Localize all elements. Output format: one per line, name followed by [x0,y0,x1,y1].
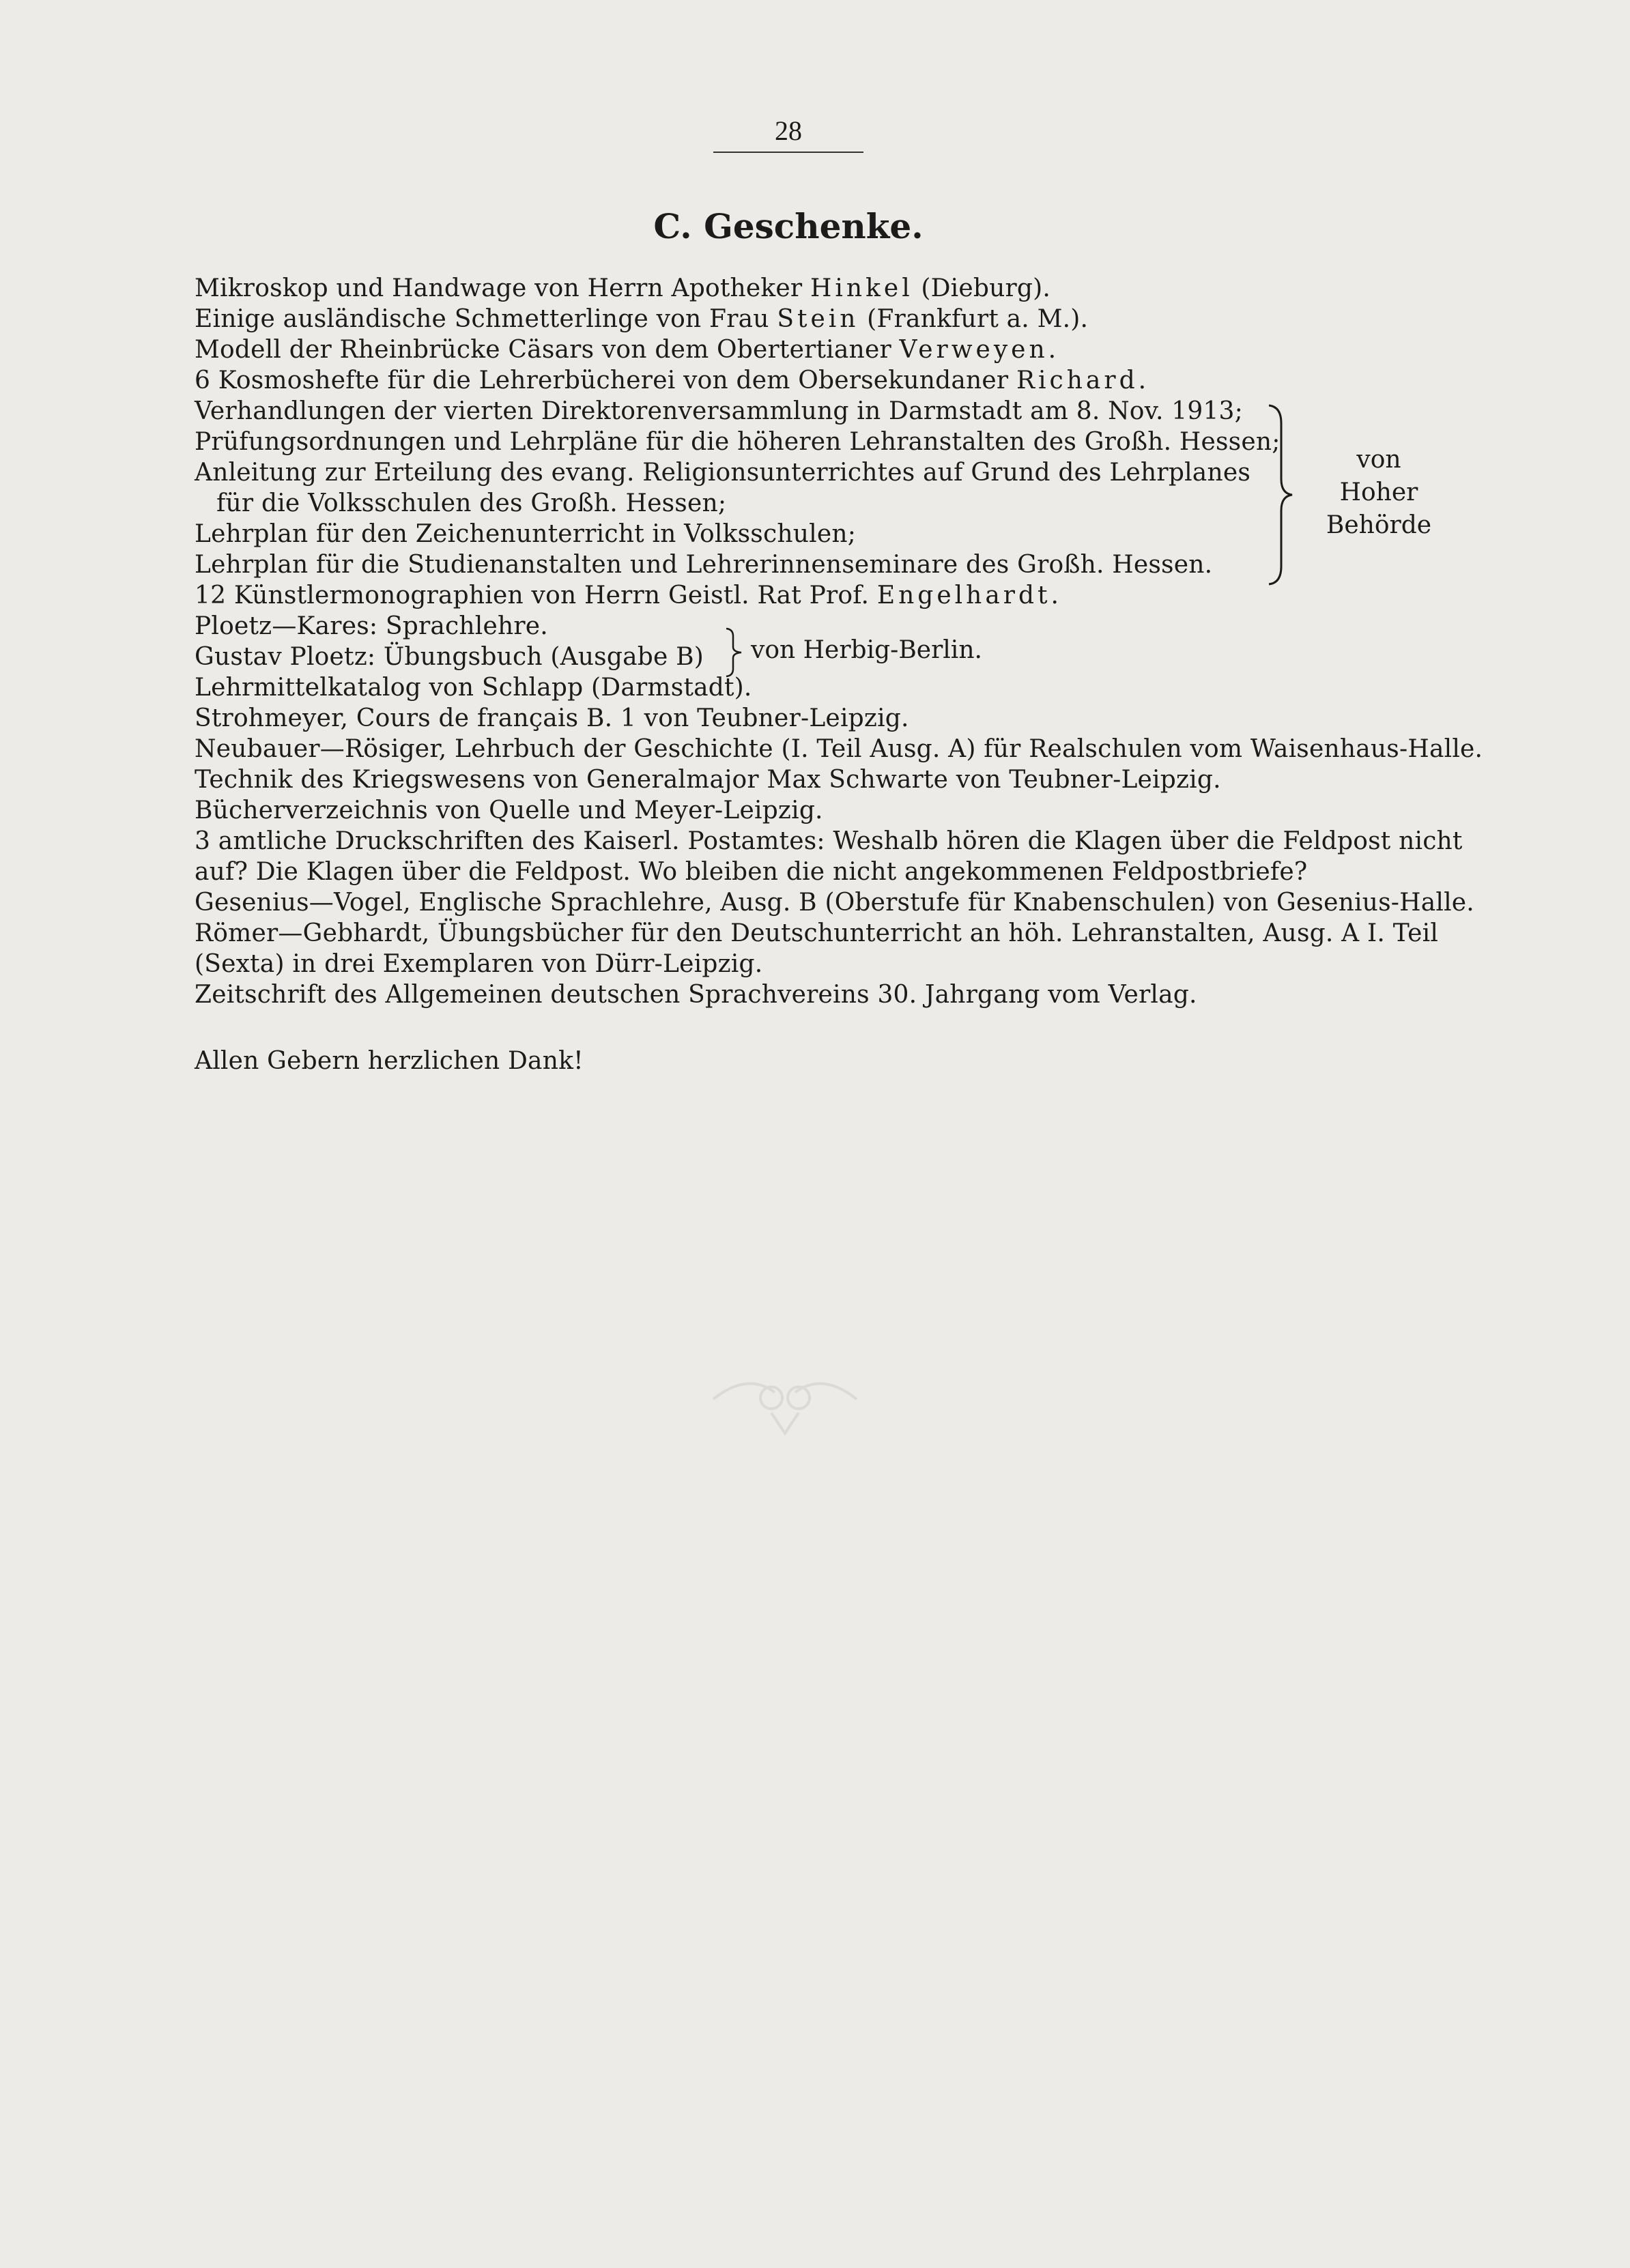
line-text: 12 Künstlermonographien von Herrn Geistl. Rat Prof. [195,582,877,609]
line-text: (Frankfurt a. M.). [859,305,1089,333]
page-number: 28 [775,115,802,146]
line-text: . [1050,582,1059,609]
authority-word: Behörde [1326,511,1432,539]
list-item: Bücherverzeichnis von Quelle und Meyer-Leipzig. [195,796,823,824]
list-item: Zeitschrift des Allgemeinen deutschen Sprachvereins 30. Jahrgang vom Verlag. [195,981,1197,1009]
list-item: Ploetz—Kares: Sprachlehre. [195,612,548,640]
list-item: Lehrmittelkatalog von Schlapp (Darmstadt). [195,674,752,702]
list-item [195,365,1491,396]
list-item [195,580,1491,611]
list-item: Römer—Gebhardt, Übungsbücher für den Deutschunterricht an höh. Lehranstalten, Ausg. A I. Teil [195,919,1439,947]
line-text: Modell der Rheinbrücke Cäsars von dem Obertertianer [195,336,900,364]
list-item: Lehrplan für den Zeichenunterricht in Volksschulen; [195,520,857,548]
donor-name: Richard [1016,367,1139,394]
donor-name: Stein [777,305,859,333]
page-number-rule [713,152,863,153]
list-item [195,304,1491,334]
line-text: 6 Kosmoshefte für die Lehrerbücherei von dem Obersekundaner [195,367,1016,394]
list-item: Neubauer—Rösiger, Lehrbuch der Geschichte (I. Teil Ausg. A) für Realschulen vom Waisenhaus-Halle. [195,735,1483,763]
authority-word: von [1356,446,1401,474]
donor-name: Verweyen [899,336,1048,364]
curly-brace-icon [724,627,744,678]
ornament-icon [706,1365,863,1440]
section-title: C. Geschenke. [653,206,924,246]
list-item: Verhandlungen der vierten Direktorenversammlung in Darmstadt am 8. Nov. 1913; [195,397,1243,425]
list-item: 3 amtliche Druckschriften des Kaiserl. Postamtes: Weshalb hören die Klagen über die Feldpost nicht [195,827,1463,855]
line-text: . [1138,367,1147,394]
list-item: auf? Die Klagen über die Feldpost. Wo bleiben die nicht angekommenen Feldpostbriefe? [195,858,1308,886]
curly-brace-icon [1266,403,1293,587]
list-item: Technik des Kriegswesens von Generalmajor Max Schwarte von Teubner-Leipzig. [195,766,1221,794]
list-item: für die Volksschulen des Großh. Hessen; [216,489,727,517]
list-item: Gustav Ploetz: Übungsbuch (Ausgabe B) [195,643,704,671]
list-item: Anleitung zur Erteilung des evang. Religionsunterrichtes auf Grund des Lehrplanes [195,459,1251,487]
herbig-label: von Herbig-Berlin. [751,636,982,664]
list-item: Gesenius—Vogel, Englische Sprachlehre, Ausg. B (Oberstufe für Knabenschulen) von Gesenius-Halle. [195,889,1474,917]
line-text: Einige ausländische Schmetterlinge von Frau [195,305,777,333]
list-item [195,334,1491,365]
line-text: Mikroskop und Handwage von Herrn Apotheker [195,274,810,302]
gift-list [195,273,1491,1076]
list-item: Strohmeyer, Cours de français B. 1 von Teubner-Leipzig. [195,704,909,732]
closing-line: Allen Gebern herzlichen Dank! [195,1047,584,1075]
authority-label [1311,444,1447,542]
list-item: Prüfungsordnungen und Lehrpläne für die höheren Lehranstalten des Großh. Hessen; [195,428,1281,456]
line-text: . [1048,336,1057,364]
list-item: (Sexta) in drei Exemplaren von Dürr-Leipzig. [195,950,763,978]
donor-name: Engelhardt [876,582,1051,609]
list-item [195,273,1491,304]
list-item: Lehrplan für die Studienanstalten und Lehrerinnenseminare des Großh. Hessen. [195,551,1213,579]
authority-word: Hoher [1339,478,1418,506]
line-text: (Dieburg). [913,274,1051,302]
donor-name: Hinkel [810,274,913,302]
